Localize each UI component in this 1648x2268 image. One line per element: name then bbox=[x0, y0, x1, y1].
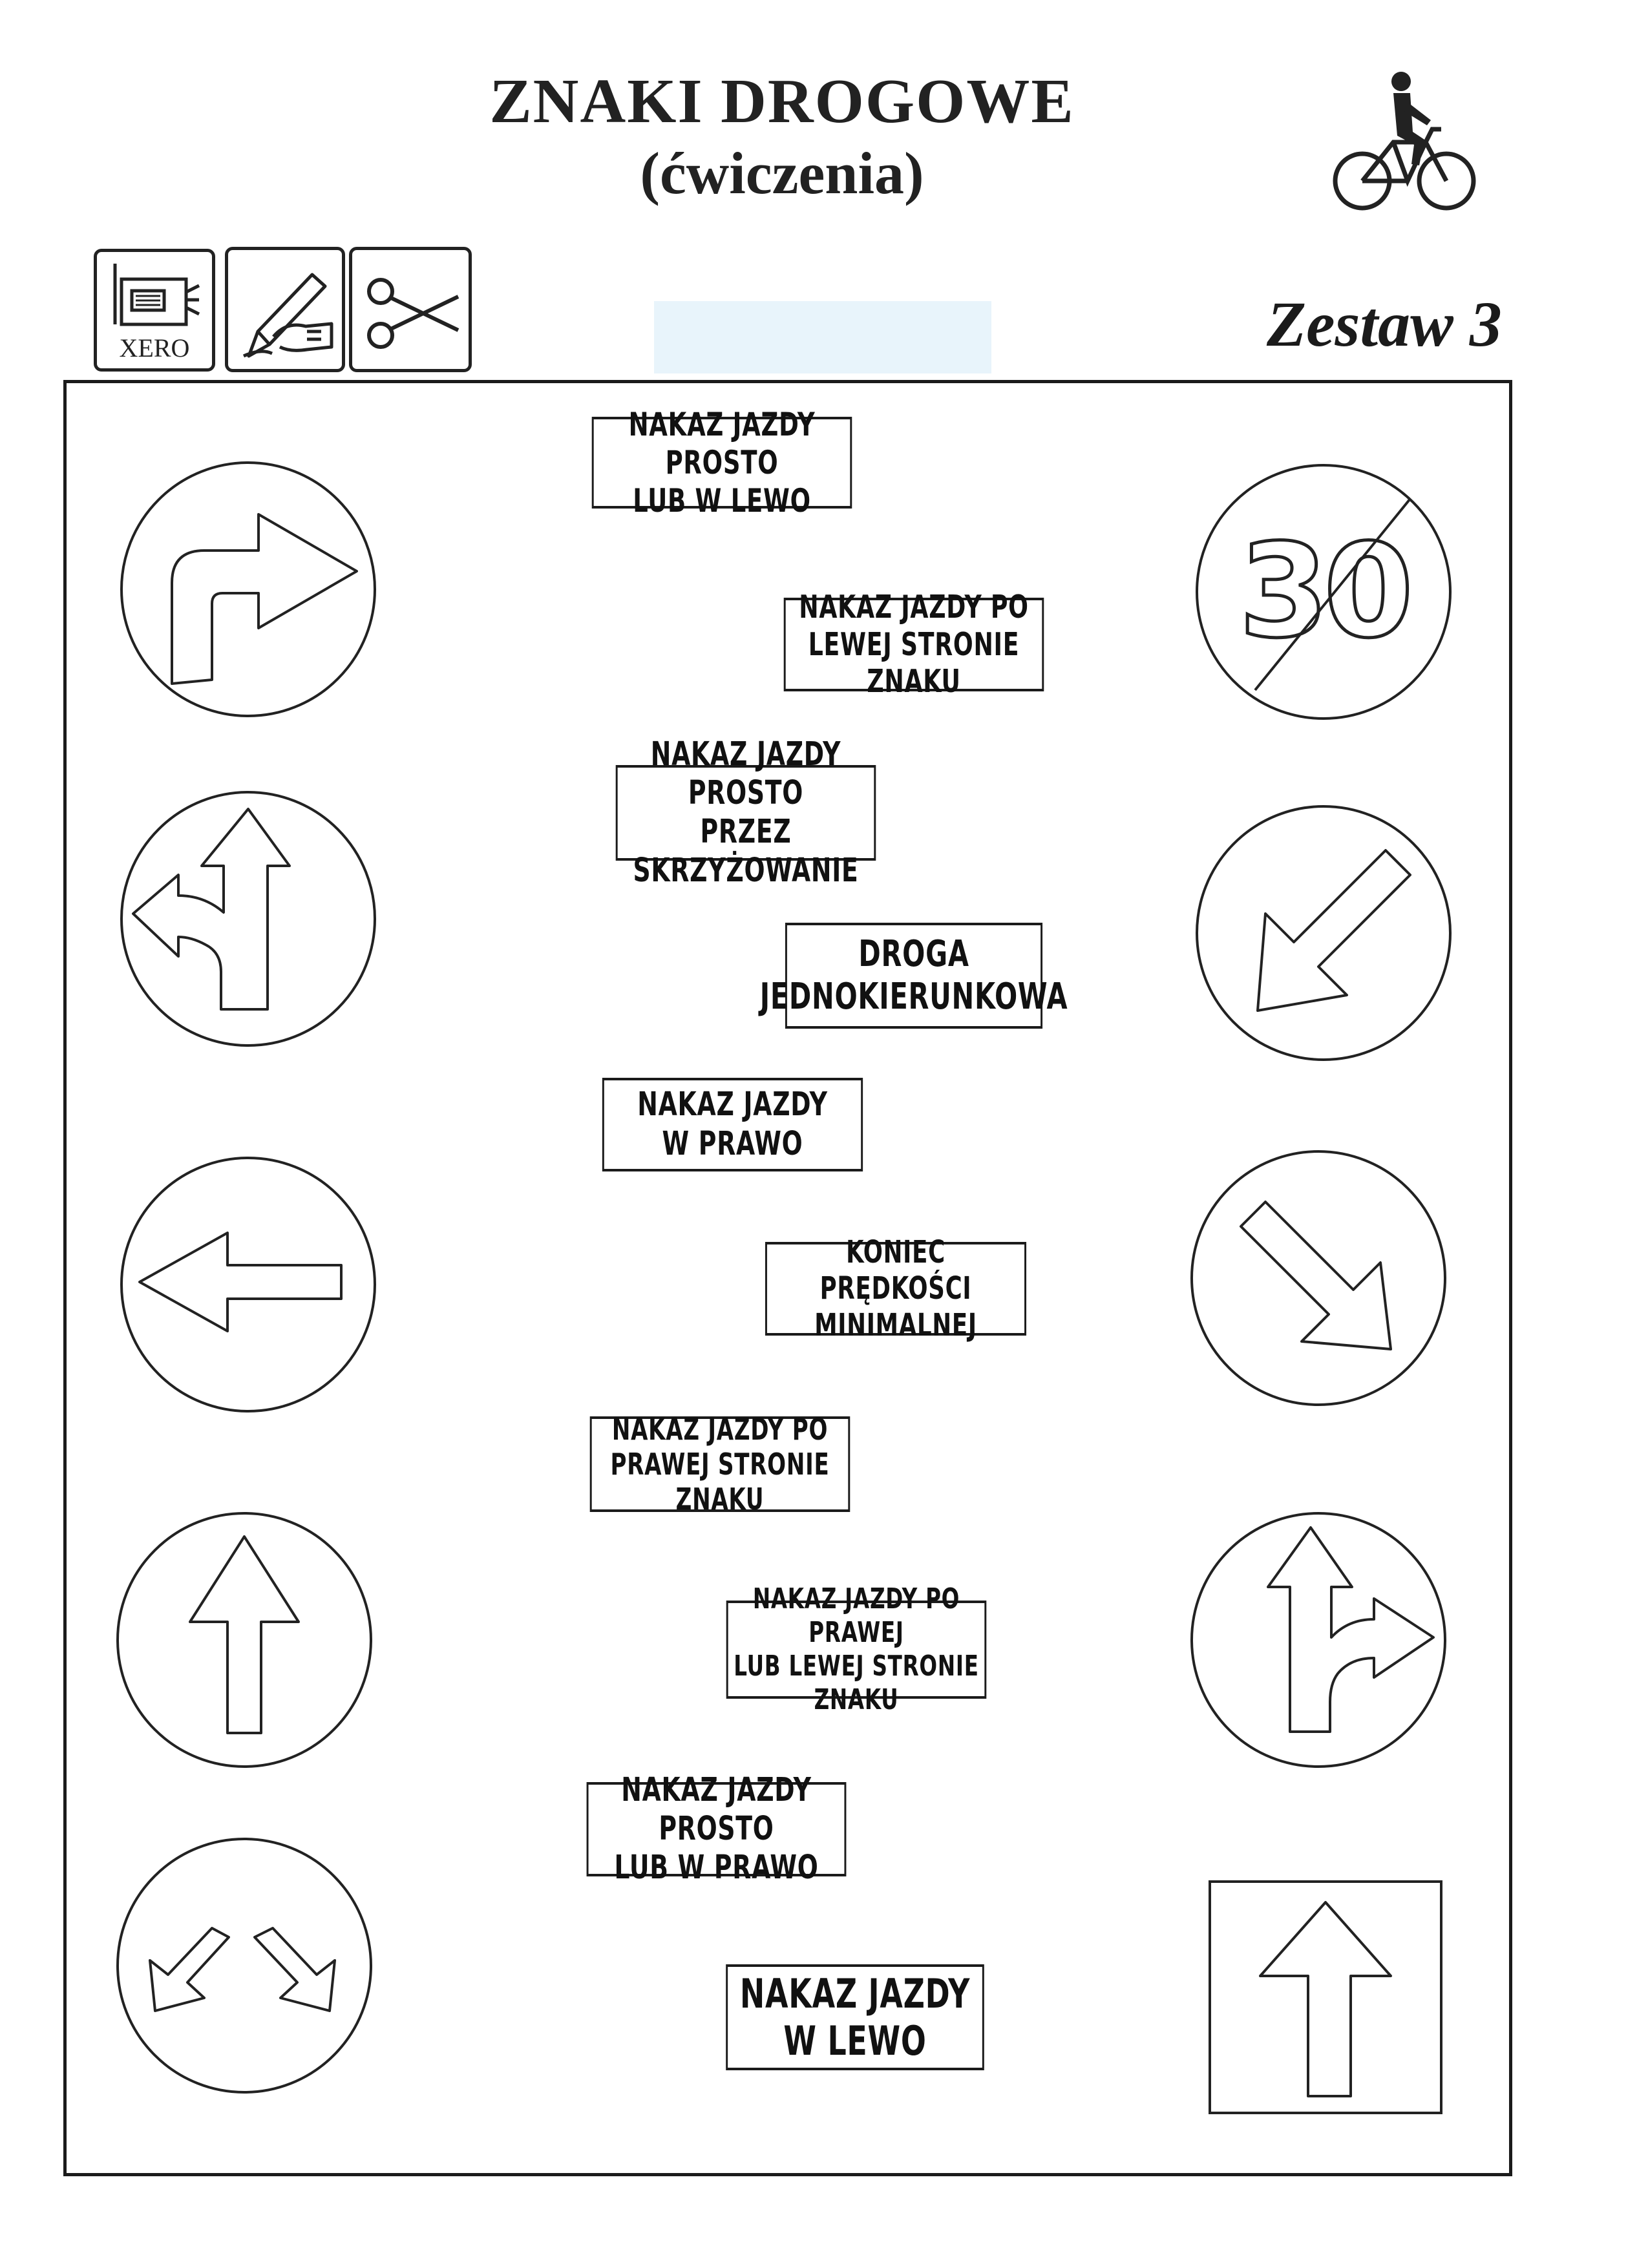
sign-keep-left[interactable] bbox=[1194, 804, 1453, 1062]
scissors-icon bbox=[361, 268, 465, 359]
sign-straight-or-left[interactable] bbox=[119, 790, 377, 1048]
sign-one-way-road[interactable] bbox=[1209, 1880, 1442, 2114]
turn-right-arrow-icon bbox=[172, 514, 357, 684]
label-turn-right[interactable]: NAKAZ JAZDY W PRAWO bbox=[602, 1078, 863, 1171]
left-arrow-icon bbox=[140, 1233, 341, 1331]
sign-turn-right[interactable] bbox=[119, 460, 377, 719]
label-keep-left-or-right[interactable]: NAKAZ JAZDY PO PRAWEJ LUB LEWEJ STRONIE ZNAKU bbox=[726, 1601, 987, 1699]
cut-button[interactable] bbox=[349, 247, 472, 372]
label-straight-through-junction[interactable]: NAKAZ JAZDY PROSTO PRZEZ SKRZYŻOWANIE bbox=[616, 765, 876, 861]
label-straight-or-left[interactable]: NAKAZ JAZDY PROSTO LUB W LEWO bbox=[592, 417, 852, 509]
label-straight-or-right[interactable]: NAKAZ JAZDY PROSTO LUB W PRAWO bbox=[587, 1782, 847, 1876]
sign-pass-either-side[interactable] bbox=[115, 1836, 374, 2095]
label-keep-right[interactable]: NAKAZ JAZDY PO PRAWEJ STRONIE ZNAKU bbox=[590, 1416, 850, 1512]
keep-right-arrow-icon bbox=[1241, 1202, 1391, 1349]
xero-label: XERO bbox=[119, 333, 190, 362]
photocopier-icon bbox=[109, 260, 206, 331]
sign-straight-arrow[interactable] bbox=[115, 1511, 374, 1769]
keep-left-arrow-icon bbox=[1258, 850, 1410, 1011]
page-subtitle: (ćwiczenia) bbox=[640, 140, 924, 206]
sign-end-minimum-speed-30[interactable] bbox=[1194, 463, 1453, 721]
label-turn-left[interactable]: NAKAZ JAZDY W LEWO bbox=[726, 1964, 984, 2070]
write-button[interactable] bbox=[225, 247, 345, 372]
label-keep-left[interactable]: NAKAZ JAZDY PO LEWEJ STRONIE ZNAKU bbox=[784, 598, 1044, 691]
label-end-minimum-speed[interactable]: KONIEC PRĘDKOŚCI MINIMALNEJ bbox=[765, 1242, 1026, 1336]
sign-straight-or-right[interactable] bbox=[1189, 1511, 1448, 1769]
speed-value: 30 bbox=[1238, 516, 1409, 667]
sign-keep-right[interactable] bbox=[1189, 1149, 1448, 1407]
straight-arrow-icon bbox=[190, 1537, 299, 1733]
pass-either-side-arrows-icon bbox=[150, 1928, 335, 2011]
hand-writing-icon bbox=[235, 259, 338, 362]
one-way-arrow-icon bbox=[1260, 1902, 1391, 2096]
cyclist-icon bbox=[1330, 70, 1479, 212]
straight-or-right-arrow-icon bbox=[1268, 1528, 1433, 1732]
sign-left-arrow[interactable] bbox=[119, 1155, 377, 1414]
xero-copy-button[interactable] bbox=[94, 249, 215, 372]
set-label: Zestaw 3 bbox=[1267, 288, 1502, 360]
highlight-patch bbox=[654, 301, 991, 373]
straight-or-left-arrow-icon bbox=[133, 809, 290, 1009]
page-title: ZNAKI DROGOWE bbox=[489, 67, 1075, 136]
label-one-way-road[interactable]: DROGA JEDNOKIERUNKOWA bbox=[785, 923, 1042, 1029]
